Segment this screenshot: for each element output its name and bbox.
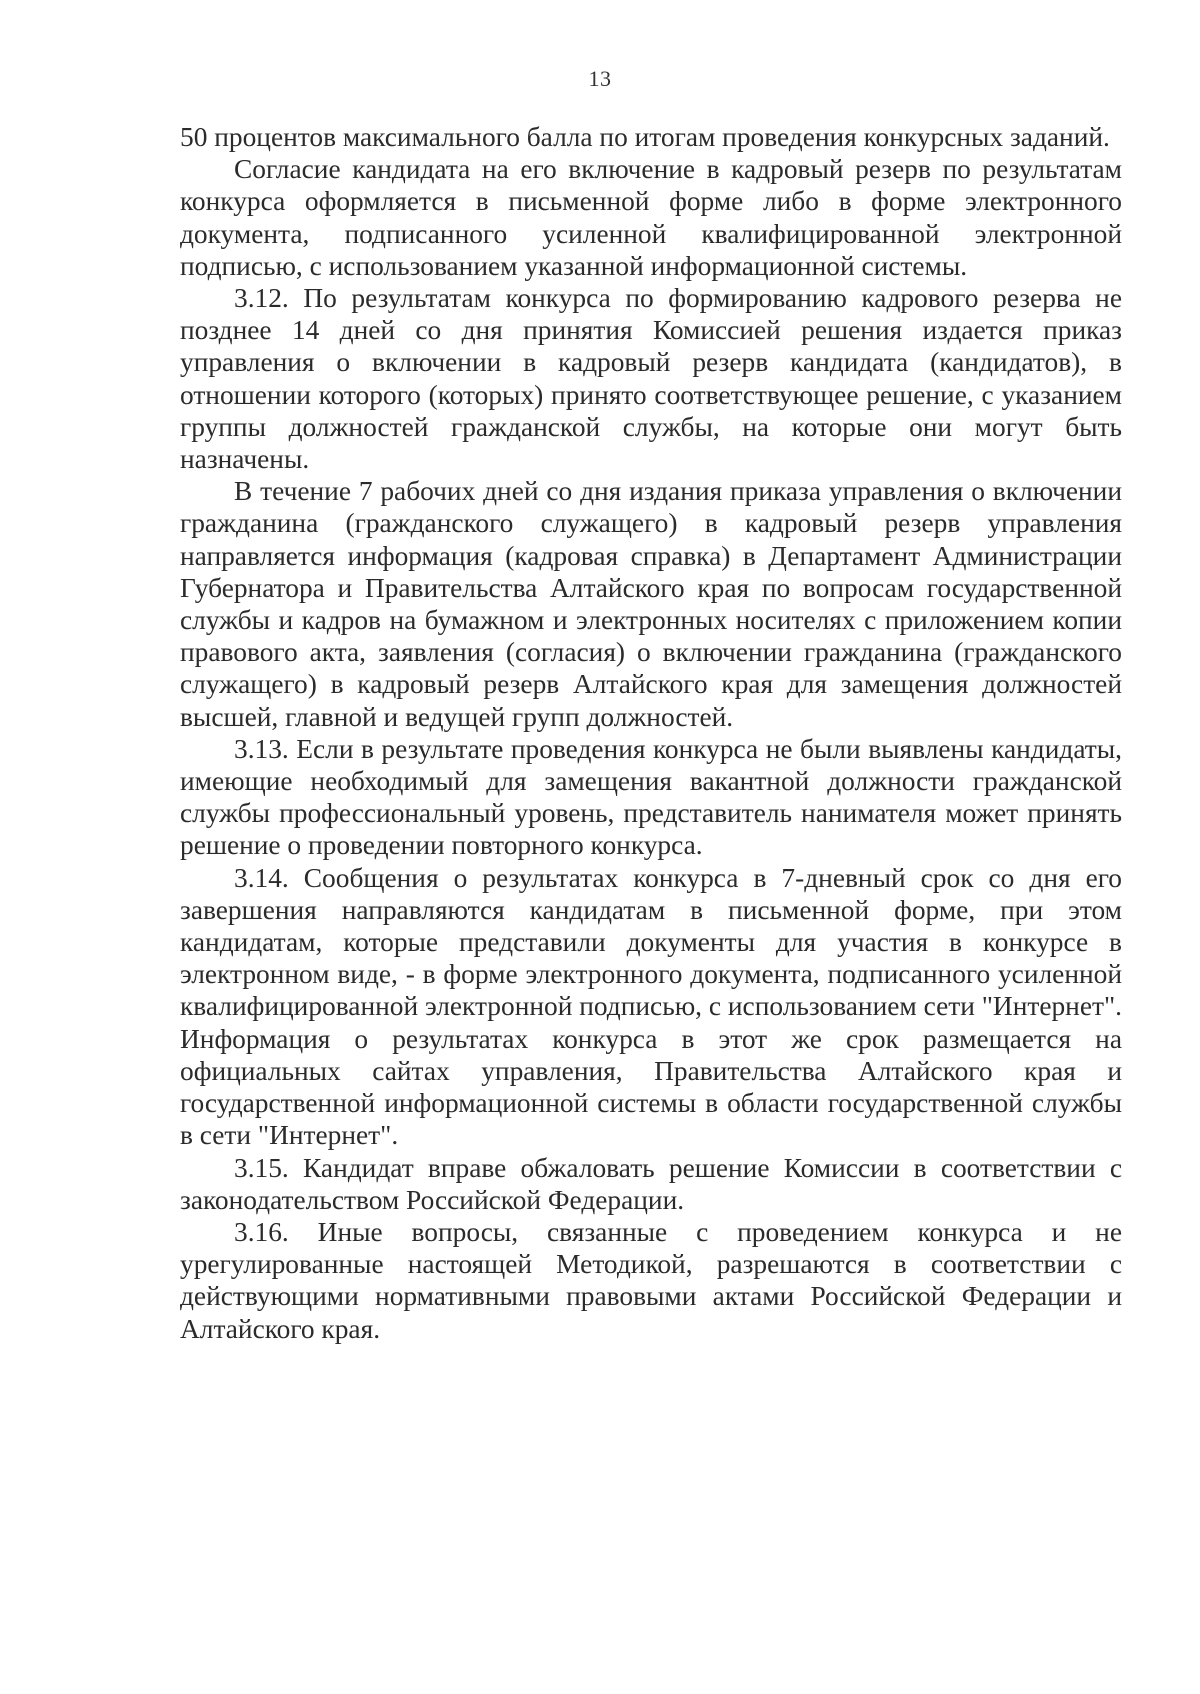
paragraph-3-12-information: В течение 7 рабочих дней со дня издания приказа управления о включении гражданина (гражданского служащего) в кадровый резерв управления направляется информация (кадровая справка) в Департамент Администрации Губернатора и Правительства Алтайского края по вопросам государственной службы и кадров на бумажном и электронных носителях с приложением копии правового акта, заявления (согласия) о включении гражданина (гражданского служащего) в кадровый резерв Алтайского края для замещения должностей высшей, главной и ведущей групп должностей.	[180, 476, 1122, 732]
paragraph-3-13: 3.13. Если в результате проведения конкурса не были выявлены кандидаты, имеющие необходимый для замещения вакантной должности гражданской службы профессиональный уровень, представитель нанимателя может принять решение о проведении повторного конкурса.	[180, 733, 1122, 861]
paragraph-continuation: 50 процентов максимального балла по итогам проведения конкурсных заданий.	[180, 122, 1110, 152]
paragraph-3-16: 3.16. Иные вопросы, связанные с проведением конкурса и не урегулированные настоящей Методикой, разрешаются в соответствии с действующими нормативными правовыми актами Российской Федерации и Алтайского края.	[180, 1216, 1122, 1344]
paragraph-3-14: 3.14. Сообщения о результатах конкурса в 7-дневный срок со дня его завершения направляются кандидатам в письменной форме, при этом кандидатам, которые представили документы для участия в конкурсе в электронном виде, - в форме электронного документа, подписанного усиленной квалифицированной электронной подписью, с использованием сети "Интернет". Информация о результатах конкурса в этот же срок размещается на официальных сайтах управления, Правительства Алтайского края и государственной информационной системы в области государственной службы в сети "Интернет".	[180, 862, 1122, 1151]
document-body	[180, 121, 1122, 1345]
paragraph-3-15: 3.15. Кандидат вправе обжаловать решение Комиссии в соответствии с законодательством Российской Федерации.	[180, 1152, 1122, 1215]
page-number: 13	[588, 66, 612, 91]
paragraph-consent: Согласие кандидата на его включение в кадровый резерв по результатам конкурса оформляется в письменной форме либо в форме электронного документа, подписанного усиленной квалифицированной электронной подписью, с использованием указанной информационной системы.	[180, 154, 1122, 281]
paragraph-3-12: 3.12. По результатам конкурса по формированию кадрового резерва не позднее 14 дней со дня принятия Комиссией решения издается приказ управления о включении в кадровый резерв кандидата (кандидатов), в отношении которого (которых) принято соответствующее решение, с указанием группы должностей гражданской службы, на которые они могут быть назначены.	[180, 283, 1122, 475]
